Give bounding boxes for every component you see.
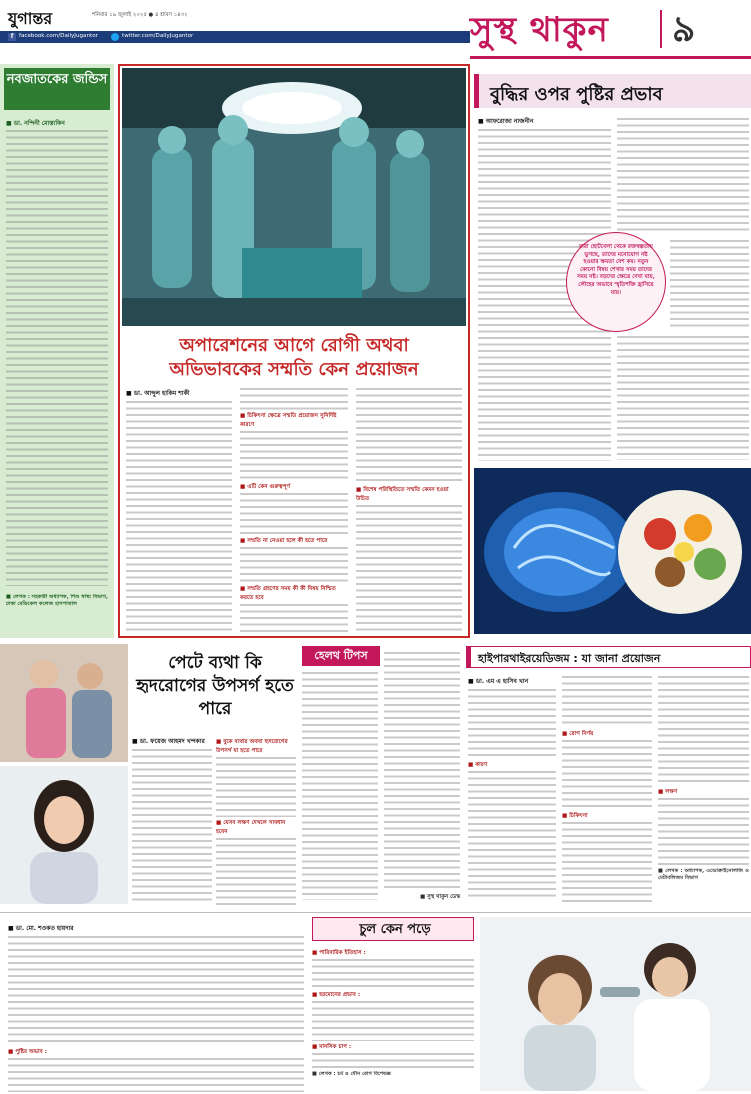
jaundice-title: নবজাতকের জন্ডিস	[4, 68, 110, 110]
hyperthyroid-sub1: ■ কারণ	[468, 762, 488, 768]
hyperthyroid-footer: ■ লেখক : অধ্যাপক, এন্ডোক্রাইনোলজি ও মেটাবলিজম বিভাগ	[658, 868, 749, 882]
consent-col2-text-b	[240, 431, 348, 481]
nutrition-col2-text-top	[617, 118, 749, 234]
hyperthyroid-col2-text-c	[562, 822, 652, 902]
newspaper-logo: যুগান্তর	[8, 9, 53, 28]
hyperthyroid-article	[466, 644, 751, 908]
nutrition-col2-text-bottom	[617, 336, 749, 460]
health-tips-box	[302, 644, 462, 908]
stomach-byline: ■ ডা. ফয়েজ আহমদ খন্দকার	[132, 738, 205, 745]
title-divider	[660, 10, 662, 48]
consent-body	[126, 388, 464, 634]
section-title: সুস্থ থাকুন	[470, 10, 609, 50]
nutrition-byline: ■ আফরোজা নাজনীন	[478, 118, 534, 125]
hyperthyroid-sub2: ■ রোগ নির্ণয়	[562, 731, 594, 737]
consent-col2-text-c	[240, 493, 348, 535]
jaundice-body-text	[6, 130, 108, 586]
health-tips-title: হেলথ টিপস	[302, 646, 380, 666]
jaundice-byline: ■ ডা. নন্দিনী মোস্তাকিন	[6, 120, 65, 127]
hair-col2-text-c	[312, 1053, 474, 1071]
stomach-col1-text	[132, 749, 212, 905]
hair-headline: চুল কেন পড়ে	[359, 922, 431, 937]
health-tips-col2-text	[384, 652, 460, 890]
hair-exam-photo	[480, 917, 751, 1091]
stomach-sub2: ■ যেসব লক্ষণ দেখলে সাবধান হবেন	[216, 820, 286, 835]
health-tips-footer: ■ সুস্থ থাকুন ডেস্ক	[420, 894, 460, 900]
stomach-article	[0, 644, 298, 908]
hair-point2: ■ হরমোনের প্রভাব :	[312, 992, 361, 998]
masthead	[0, 0, 751, 64]
facebook-icon: f	[8, 33, 16, 41]
stomach-pain-photo	[0, 644, 128, 762]
consent-col2-text	[240, 388, 348, 410]
twitter-link[interactable]: twitter.com/DailyJugantor	[122, 33, 194, 39]
hair-byline: ■ ডা. মো. শওকত হায়দার	[8, 925, 74, 932]
hyperthyroid-col2-text	[562, 676, 652, 728]
nutrition-col2-text-mid	[670, 240, 749, 330]
hyperthyroid-sub3: ■ চিকিৎসা	[562, 813, 588, 819]
consent-col2-text-d	[240, 547, 348, 583]
hyperthyroid-col3-text-b	[658, 798, 749, 868]
hair-col2-text	[312, 959, 474, 989]
consent-col3-text	[356, 388, 462, 484]
hyperthyroid-col1-text-b	[468, 771, 556, 901]
stomach-sub1: ■ বুকে ব্যথার অথবা হৃদরোগের উপসর্গ যা হতে পারে	[216, 739, 288, 754]
hyperthyroid-sub4: ■ লক্ষণ	[658, 789, 678, 795]
twitter-icon	[111, 33, 119, 41]
consent-col2-text-e	[240, 604, 348, 634]
stomach-col2-text-b	[216, 838, 296, 908]
hyperthyroid-col2-text-b	[562, 740, 652, 810]
nutrition-quote-text: যারা ছোটবেলা থেকে রক্তস্বল্পতায় ভুগছে, তাদের মনোযোগ নষ্ট হওয়ার ক্ষমতা বেশ কম। নতুন কোনো বিষয় শেখার সময় তাদের সময় নষ্ট। বড়দের ক্ষেত্রে দেখা যায়, লৌহের অভাবে স্মৃতিশক্তি হ্রাসিয়ে যায়।	[577, 244, 655, 296]
facebook-link[interactable]: facebook.com/DailyJugantor	[19, 33, 98, 39]
hair-point3: ■ পুষ্টির অভাব :	[8, 1049, 47, 1055]
consent-headline: অপারেশনের আগে রোগী অথবা অভিভাবকের সম্মতি কেন প্রয়োজন	[169, 335, 419, 380]
hyperthyroid-col1-text	[468, 689, 556, 759]
issue-date: শনিবার ১৯ জুলাই ২০২৫ ● ৪ শ্রাবণ ১৪৩২	[92, 12, 188, 18]
hair-point1: ■ পারিবারিক ইতিহাস :	[312, 950, 366, 956]
nutrition-article	[474, 64, 751, 638]
hyperthyroid-col3-text	[658, 676, 749, 786]
masthead-rule	[470, 56, 751, 59]
surgery-photo	[122, 68, 466, 326]
hair-col1-text-b	[8, 1058, 304, 1092]
brain-food-photo	[474, 468, 751, 634]
hair-footer: ■ লেখক : চর্ম ও যৌন রোগ বিশেষজ্ঞ	[312, 1071, 392, 1077]
consent-sub3: ■ সম্মতি না নেওয়া হলে কী হতে পারে	[240, 538, 328, 544]
hair-col2-text-b	[312, 1001, 474, 1041]
health-tips-col1-text	[302, 672, 378, 900]
hyperthyroid-byline: ■ ডা. এম এ হাসিব খান	[468, 678, 529, 685]
consent-byline: ■ ডা. আব্দুল হাকিম শাকী	[126, 390, 190, 397]
consent-sub1: ■ চিকিৎসা ক্ষেত্রে সম্মতি প্রয়োজন সুনির্দিষ্ট কারণে	[240, 413, 337, 428]
consent-sub5: ■ বিশেষ পরিস্থিতিতে সম্মতি কেমন হওয়া উচিত	[356, 487, 449, 502]
page-number: ৯	[672, 9, 696, 50]
woman-portrait-photo	[0, 766, 128, 904]
stomach-headline: পেটে ব্যথা কি হৃদরোগের উপসর্গ হতে পারে	[136, 653, 294, 719]
consent-col3-text-b	[356, 505, 462, 631]
jaundice-article	[0, 64, 114, 638]
consent-article	[118, 64, 470, 638]
consent-sub4: ■ সম্মতি গ্রহণের সময় কী কী বিষয় নিশ্চিত করতে হবে	[240, 586, 336, 601]
stomach-col2-text	[216, 757, 296, 817]
hair-point4: ■ মানসিক চাপ :	[312, 1044, 352, 1050]
consent-sub2: ■ এটি কেন গুরুত্বপূর্ণ	[240, 484, 290, 490]
hyperthyroid-headline: হাইপারথাইরয়েডিজম : যা জানা প্রয়োজন	[478, 652, 661, 665]
hair-col1-text	[8, 936, 304, 1046]
consent-col1-text	[126, 401, 232, 635]
jaundice-footer: ■ লেখক : সহকারী অধ্যাপক, শিশু স্বাস্থ্য বিভাগ, ঢাকা মেডিকেল কলেজ হাসপাতাল	[6, 594, 108, 608]
hair-article	[0, 912, 751, 1094]
nutrition-headline: বুদ্ধির ওপর পুষ্টির প্রভাব	[490, 84, 663, 105]
